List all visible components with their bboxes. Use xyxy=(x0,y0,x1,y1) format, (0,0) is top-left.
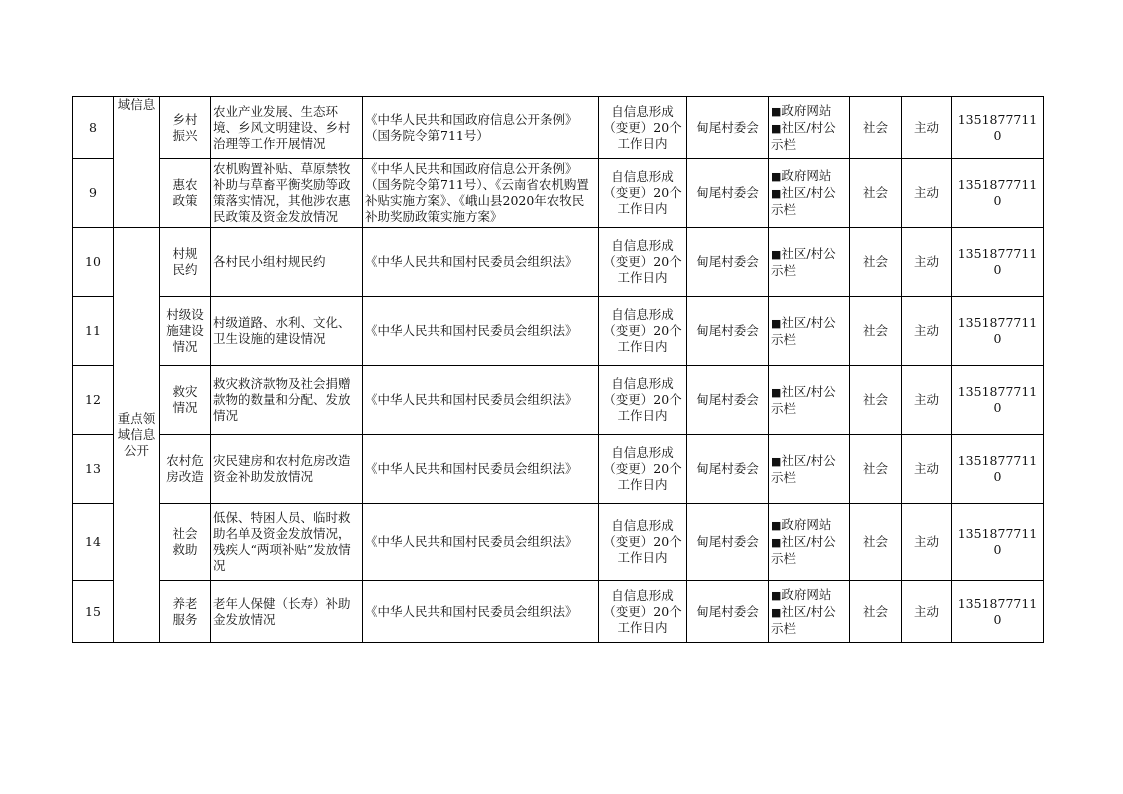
row-number-cell: 12 xyxy=(73,366,114,435)
item-cell: 养老 服务 xyxy=(160,581,211,643)
item-cell: 农村危 房改造 xyxy=(160,435,211,504)
scope-cell: 社会 xyxy=(850,159,902,228)
channel-label: 政府网站 xyxy=(781,517,832,532)
channel-item xyxy=(771,534,847,567)
channel-label: 社区/村公示栏 xyxy=(771,383,836,416)
row-number-cell: 11 xyxy=(73,297,114,366)
table-body xyxy=(73,97,1044,643)
square-bullet-icon: ■ xyxy=(771,247,782,261)
channel-item xyxy=(771,103,847,120)
disclosure-table xyxy=(72,96,1044,643)
channel-item xyxy=(771,453,847,486)
channel-item xyxy=(771,384,847,417)
timeline-cell: 自信息形成 （变更）20个 工作日内 xyxy=(599,228,687,297)
channel-label: 社区/村公示栏 xyxy=(771,452,836,485)
channel-label: 社区/村公示栏 xyxy=(771,185,836,217)
square-bullet-icon: ■ xyxy=(771,385,782,399)
table-row xyxy=(73,435,1044,504)
channel-item xyxy=(771,120,847,153)
channel-cell xyxy=(769,97,850,159)
content-cell: 灾民建房和农村危房改造资金补助发放情况 xyxy=(211,435,363,504)
timeline-cell: 自信息形成 （变更）20个 工作日内 xyxy=(599,581,687,643)
timeline-cell: 自信息形成 （变更）20个 工作日内 xyxy=(599,97,687,159)
subject-cell: 甸尾村委会 xyxy=(687,366,769,435)
channel-label: 社区/村公示栏 xyxy=(771,534,836,566)
row-number-cell: 8 xyxy=(73,97,114,159)
phone-cell: 13518777110 xyxy=(952,159,1044,228)
scope-cell: 社会 xyxy=(850,228,902,297)
basis-cell: 《中华人民共和国村民委员会组织法》 xyxy=(363,581,599,643)
table-row xyxy=(73,97,1044,159)
table-row xyxy=(73,297,1044,366)
phone-cell: 13518777110 xyxy=(952,366,1044,435)
phone-cell: 13518777110 xyxy=(952,435,1044,504)
channel-item xyxy=(771,246,847,279)
phone-cell: 13518777110 xyxy=(952,581,1044,643)
content-cell: 救灾救济款物及社会捐赠款物的数量和分配、发放情况 xyxy=(211,366,363,435)
channel-cell xyxy=(769,504,850,581)
timeline-cell: 自信息形成 （变更）20个 工作日内 xyxy=(599,435,687,504)
basis-cell: 《中华人民共和国村民委员会组织法》 xyxy=(363,297,599,366)
row-number-cell: 14 xyxy=(73,504,114,581)
category-cell: 重点领域信息公开 xyxy=(114,228,160,643)
channel-cell xyxy=(769,581,850,643)
item-cell: 村规 民约 xyxy=(160,228,211,297)
channel-label: 政府网站 xyxy=(781,586,832,602)
basis-cell: 《中华人民共和国村民委员会组织法》 xyxy=(363,435,599,504)
channel-label: 政府网站 xyxy=(781,102,832,118)
table-row xyxy=(73,581,1044,643)
square-bullet-icon: ■ xyxy=(771,187,782,200)
row-number-cell: 10 xyxy=(73,228,114,297)
channel-cell xyxy=(769,366,850,435)
channel-item xyxy=(771,517,847,534)
channel-item xyxy=(771,185,847,218)
basis-cell: 《中华人民共和国村民委员会组织法》 xyxy=(363,366,599,435)
phone-cell: 13518777110 xyxy=(952,504,1044,581)
channel-item xyxy=(771,168,847,185)
mode-cell: 主动 xyxy=(902,504,952,581)
subject-cell: 甸尾村委会 xyxy=(687,228,769,297)
row-number-cell: 9 xyxy=(73,159,114,228)
square-bullet-icon: ■ xyxy=(771,454,782,468)
content-cell: 各村民小组村规民约 xyxy=(211,228,363,297)
scope-cell: 社会 xyxy=(850,435,902,504)
subject-cell: 甸尾村委会 xyxy=(687,97,769,159)
mode-cell: 主动 xyxy=(902,228,952,297)
item-cell: 惠农 政策 xyxy=(160,159,211,228)
table-row xyxy=(73,159,1044,228)
channel-label: 社区/村公示栏 xyxy=(771,119,836,152)
channel-cell xyxy=(769,435,850,504)
mode-cell: 主动 xyxy=(902,297,952,366)
mode-cell: 主动 xyxy=(902,435,952,504)
phone-cell: 13518777110 xyxy=(952,228,1044,297)
table-row xyxy=(73,228,1044,297)
table-row xyxy=(73,504,1044,581)
subject-cell: 甸尾村委会 xyxy=(687,297,769,366)
scope-cell: 社会 xyxy=(850,97,902,159)
phone-cell: 13518777110 xyxy=(952,97,1044,159)
channel-cell xyxy=(769,159,850,228)
channel-label: 社区/村公示栏 xyxy=(771,314,836,347)
timeline-cell: 自信息形成 （变更）20个 工作日内 xyxy=(599,297,687,366)
channel-label: 社区/村公示栏 xyxy=(771,603,836,636)
channel-label: 政府网站 xyxy=(781,168,832,183)
content-cell: 农业产业发展、生态环境、乡风文明建设、乡村治理等工作开展情况 xyxy=(211,97,363,159)
scope-cell: 社会 xyxy=(850,366,902,435)
row-number-cell: 13 xyxy=(73,435,114,504)
phone-cell: 13518777110 xyxy=(952,297,1044,366)
scope-cell: 社会 xyxy=(850,504,902,581)
item-cell: 村级设 施建设 情况 xyxy=(160,297,211,366)
square-bullet-icon: ■ xyxy=(771,519,782,532)
content-cell: 村级道路、水利、文化、卫生设施的建设情况 xyxy=(211,297,363,366)
square-bullet-icon: ■ xyxy=(771,588,782,602)
category-cell: 域信息 xyxy=(114,97,160,228)
basis-cell: 《中华人民共和国政府信息公开条例》（国务院令第711号）、《云南省农机购置补贴实施方案》、《峨山县2020年农牧民补助奖励政策实施方案》 xyxy=(363,159,599,228)
channel-item xyxy=(771,315,847,348)
channel-item xyxy=(771,587,847,604)
item-cell: 社会 救助 xyxy=(160,504,211,581)
subject-cell: 甸尾村委会 xyxy=(687,159,769,228)
square-bullet-icon: ■ xyxy=(771,121,782,135)
basis-cell: 《中华人民共和国村民委员会组织法》 xyxy=(363,228,599,297)
basis-cell: 《中华人民共和国政府信息公开条例》（国务院令第711号） xyxy=(363,97,599,159)
mode-cell: 主动 xyxy=(902,581,952,643)
mode-cell: 主动 xyxy=(902,159,952,228)
item-cell: 乡村 振兴 xyxy=(160,97,211,159)
subject-cell: 甸尾村委会 xyxy=(687,504,769,581)
item-cell: 救灾 情况 xyxy=(160,366,211,435)
subject-cell: 甸尾村委会 xyxy=(687,581,769,643)
content-cell: 农机购置补贴、草原禁牧补助与草畜平衡奖励等政策落实情况，其他涉农惠民政策及资金发放情况 xyxy=(211,159,363,228)
square-bullet-icon: ■ xyxy=(771,536,782,549)
table-row xyxy=(73,366,1044,435)
timeline-cell: 自信息形成 （变更）20个 工作日内 xyxy=(599,366,687,435)
subject-cell: 甸尾村委会 xyxy=(687,435,769,504)
channel-label: 社区/村公示栏 xyxy=(771,245,836,278)
square-bullet-icon: ■ xyxy=(771,170,782,183)
basis-cell: 《中华人民共和国村民委员会组织法》 xyxy=(363,504,599,581)
timeline-cell: 自信息形成 （变更）20个 工作日内 xyxy=(599,504,687,581)
timeline-cell: 自信息形成 （变更）20个 工作日内 xyxy=(599,159,687,228)
square-bullet-icon: ■ xyxy=(771,104,782,118)
square-bullet-icon: ■ xyxy=(771,605,782,619)
scope-cell: 社会 xyxy=(850,581,902,643)
mode-cell: 主动 xyxy=(902,97,952,159)
scope-cell: 社会 xyxy=(850,297,902,366)
mode-cell: 主动 xyxy=(902,366,952,435)
square-bullet-icon: ■ xyxy=(771,316,782,330)
content-cell: 老年人保健（长寿）补助金发放情况 xyxy=(211,581,363,643)
channel-cell xyxy=(769,228,850,297)
content-cell: 低保、特困人员、临时救助名单及资金发放情况，残疾人“两项补贴”发放情况 xyxy=(211,504,363,581)
channel-item xyxy=(771,604,847,637)
row-number-cell: 15 xyxy=(73,581,114,643)
channel-cell xyxy=(769,297,850,366)
